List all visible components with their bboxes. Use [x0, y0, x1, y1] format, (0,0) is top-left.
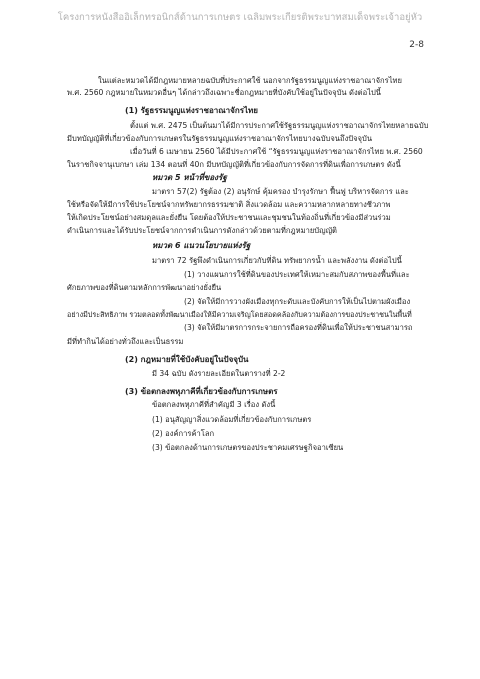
- paragraph-line: ในราชกิจจานุเบกษา เล่ม 134 ตอนที่ 40ก มีบทบัญญัติที่เกี่ยวข้องกับการจัดการที่ดินเพื่อการเกษตร ดังนี้: [67, 160, 401, 169]
- chapter-line: อย่างมีประสิทธิภาพ รวมตลอดทั้งพัฒนาเมืองให้มีความเจริญโดยสอดคล้องกับความต้องการของประชาชนในพื้นที่: [67, 310, 412, 319]
- list-item: (1) อนุสัญญาสิ่งแวดล้อมที่เกี่ยวข้องกับการเกษตร: [152, 415, 312, 424]
- paragraph-line: มี 34 ฉบับ ดังรายละเอียดในตารางที่ 2-2: [152, 369, 286, 378]
- chapter-title: หมวด 6 แนวนโยบายแห่งรัฐ: [152, 241, 251, 250]
- paragraph-line: มีบทบัญญัติที่เกี่ยวข้องกับการเกษตรในรัฐธรรมนูญแห่งราชอาณาจักรไทยบางฉบับจนถึงปัจจุบัน: [67, 134, 373, 143]
- intro-line: พ.ศ. 2560 กฎหมายในหมวดอื่นๆ ได้กล่าวถึงเฉพาะชื่อกฎหมายที่บังคับใช้อยู่ในปัจจุบัน ดังต่อไปนี้: [67, 88, 381, 97]
- paragraph-line: เมื่อวันที่ 6 เมษายน 2560 ได้มีประกาศใช้ “รัฐธรรมนูญแห่งราชอาณาจักรไทย พ.ศ. 2560: [130, 147, 423, 156]
- paragraph-line: ตั้งแต่ พ.ศ. 2475 เป็นต้นมาได้มีการประกาศใช้รัฐธรรมนูญแห่งราชอาณาจักรไทยหลายฉบับ: [130, 121, 429, 130]
- chapter-line: มาตรา 72 รัฐพึงดำเนินการเกี่ยวกับที่ดิน ทรัพยากรน้ำ และพลังงาน ดังต่อไปนี้: [152, 256, 402, 265]
- chapter-line: (3) จัดให้มีมาตรการกระจายการถือครองที่ดินเพื่อให้ประชาชนสามารถ: [184, 323, 413, 332]
- page-number: 2-8: [409, 40, 424, 50]
- chapter-line: ให้เกิดประโยชน์อย่างสมดุลและยั่งยืน โดยต้องให้ประชาชนและชุมชนในท้องถิ่นที่เกี่ยวข้องมีส่วนร่วม: [67, 213, 391, 222]
- chapter-title: หมวด 5 หน้าที่ของรัฐ: [152, 173, 227, 182]
- section-heading: (1) รัฐธรรมนูญแห่งราชอาณาจักรไทย: [125, 106, 258, 115]
- running-header: โครงการหนังสืออิเล็กทรอนิกส์ด้านการเกษตร เฉลิมพระเกียรติพระบาทสมเด็จพระเจ้าอยู่หัว: [57, 12, 423, 23]
- chapter-line: มาตรา 57(2) รัฐต้อง (2) อนุรักษ์ คุ้มครอง บำรุงรักษา ฟื้นฟู บริหารจัดการ และ: [152, 187, 409, 196]
- chapter-line: (2) จัดให้มีการวางผังเมืองทุกระดับและบังคับการให้เป็นไปตามผังเมือง: [184, 297, 411, 306]
- chapter-line: ศักยภาพของที่ดินตามหลักการพัฒนาอย่างยั่งยืน: [67, 283, 222, 292]
- paragraph-line: ข้อตกลงพหุภาคีที่สำคัญมี 3 เรื่อง ดังนี้: [152, 400, 276, 409]
- chapter-line: ใช้หรือจัดให้มีการใช้ประโยชน์จากทรัพยากรธรรมชาติ สิ่งแวดล้อม และความหลากหลายทางชีวภาพ: [67, 200, 391, 209]
- intro-line: ในแต่ละหมวดได้มีกฎหมายหลายฉบับที่ประกาศใช้ นอกจากรัฐธรรมนูญแห่งราชอาณาจักรไทย: [98, 76, 402, 85]
- chapter-line: ดำเนินการและได้รับประโยชน์จากการดำเนินการดังกล่าวด้วยตามที่กฎหมายบัญญัติ: [67, 226, 337, 235]
- section-heading: (2) กฎหมายที่ใช้บังคับอยู่ในปัจจุบัน: [125, 355, 249, 364]
- list-item: (2) องค์การค้าโลก: [152, 429, 215, 438]
- chapter-line: (1) วางแผนการใช้ที่ดินของประเทศให้เหมาะสมกับสภาพของพื้นที่และ: [184, 270, 410, 279]
- list-item: (3) ข้อตกลงด้านการเกษตรของประชาคมเศรษฐกิจอาเซียน: [152, 443, 344, 452]
- section-heading: (3) ข้อตกลงพหุภาคีที่เกี่ยวข้องกับการเกษตร: [125, 387, 278, 396]
- chapter-line: มีที่ทำกินได้อย่างทั่วถึงและเป็นธรรม: [67, 337, 184, 346]
